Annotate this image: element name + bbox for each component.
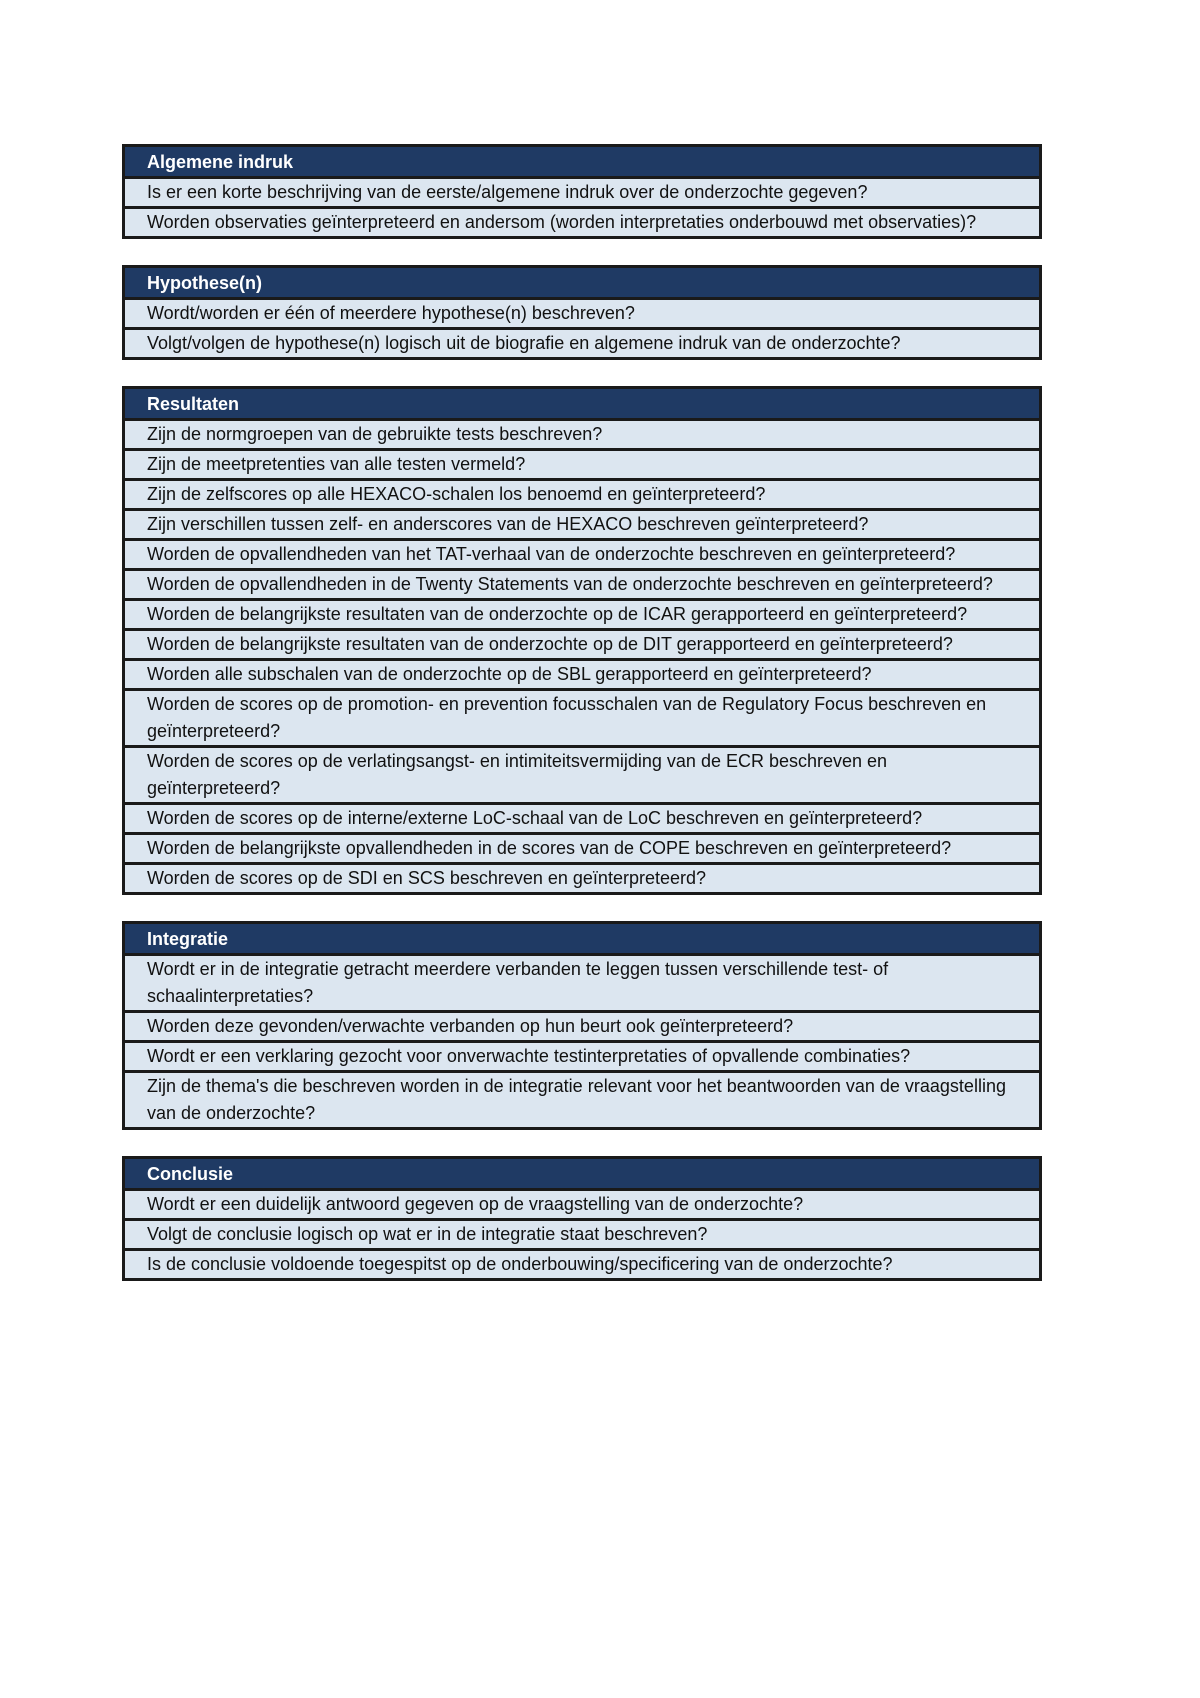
checklist-row: Worden de belangrijkste resultaten van de onderzochte op de DIT gerapporteerd en geïnterpreteerd? <box>125 631 1039 661</box>
checklist-row: Zijn de zelfscores op alle HEXACO-schalen los benoemd en geïnterpreteerd? <box>125 481 1039 511</box>
section-header: Integratie <box>125 924 1039 956</box>
checklist-row: Worden de opvallendheden van het TAT-verhaal van de onderzochte beschreven en geïnterpreteerd? <box>125 541 1039 571</box>
section-header: Conclusie <box>125 1159 1039 1191</box>
checklist-row: Worden de scores op de verlatingsangst- en intimiteitsvermijding van de ECR beschreven en geïnterpreteerd? <box>125 748 1039 805</box>
checklist-row: Zijn de normgroepen van de gebruikte tests beschreven? <box>125 421 1039 451</box>
checklist-row: Wordt/worden er één of meerdere hypothese(n) beschreven? <box>125 300 1039 330</box>
section-header: Algemene indruk <box>125 147 1039 179</box>
checklist-row: Zijn verschillen tussen zelf- en anderscores van de HEXACO beschreven geïnterpreteerd? <box>125 511 1039 541</box>
checklist-row: Volgt de conclusie logisch op wat er in de integratie staat beschreven? <box>125 1221 1039 1251</box>
section-header: Resultaten <box>125 389 1039 421</box>
checklist-row: Worden deze gevonden/verwachte verbanden op hun beurt ook geïnterpreteerd? <box>125 1013 1039 1043</box>
section-resultaten <box>122 386 1042 895</box>
checklist-row: Worden alle subschalen van de onderzochte op de SBL gerapporteerd en geïnterpreteerd? <box>125 661 1039 691</box>
checklist-row: Is er een korte beschrijving van de eerste/algemene indruk over de onderzochte gegeven? <box>125 179 1039 209</box>
checklist-row: Volgt/volgen de hypothese(n) logisch uit de biografie en algemene indruk van de onderzochte? <box>125 330 1039 357</box>
section-algemene-indruk <box>122 144 1042 239</box>
checklist-row: Worden de scores op de interne/externe LoC-schaal van de LoC beschreven en geïnterpreteerd? <box>125 805 1039 835</box>
checklist-row: Is de conclusie voldoende toegespitst op de onderbouwing/specificering van de onderzochte? <box>125 1251 1039 1278</box>
checklist-row: Wordt er een verklaring gezocht voor onverwachte testinterpretaties of opvallende combinaties? <box>125 1043 1039 1073</box>
checklist-row: Zijn de thema's die beschreven worden in de integratie relevant voor het beantwoorden van de vraagstelling van de onderzochte? <box>125 1073 1039 1127</box>
checklist-row: Worden de scores op de promotion- en prevention focusschalen van de Regulatory Focus beschreven en geïnterpreteerd? <box>125 691 1039 748</box>
section-integratie <box>122 921 1042 1130</box>
checklist-document <box>122 144 1042 1307</box>
checklist-row: Worden observaties geïnterpreteerd en andersom (worden interpretaties onderbouwd met observaties)? <box>125 209 1039 236</box>
section-header: Hypothese(n) <box>125 268 1039 300</box>
checklist-row: Zijn de meetpretenties van alle testen vermeld? <box>125 451 1039 481</box>
checklist-row: Wordt er een duidelijk antwoord gegeven op de vraagstelling van de onderzochte? <box>125 1191 1039 1221</box>
section-hypothese <box>122 265 1042 360</box>
checklist-row: Worden de belangrijkste resultaten van de onderzochte op de ICAR gerapporteerd en geïnterpreteerd? <box>125 601 1039 631</box>
checklist-row: Worden de opvallendheden in de Twenty Statements van de onderzochte beschreven en geïnterpreteerd? <box>125 571 1039 601</box>
checklist-row: Worden de belangrijkste opvallendheden in de scores van de COPE beschreven en geïnterpreteerd? <box>125 835 1039 865</box>
checklist-row: Worden de scores op de SDI en SCS beschreven en geïnterpreteerd? <box>125 865 1039 892</box>
checklist-row: Wordt er in de integratie getracht meerdere verbanden te leggen tussen verschillende test- of schaalinterpretaties? <box>125 956 1039 1013</box>
section-conclusie <box>122 1156 1042 1281</box>
